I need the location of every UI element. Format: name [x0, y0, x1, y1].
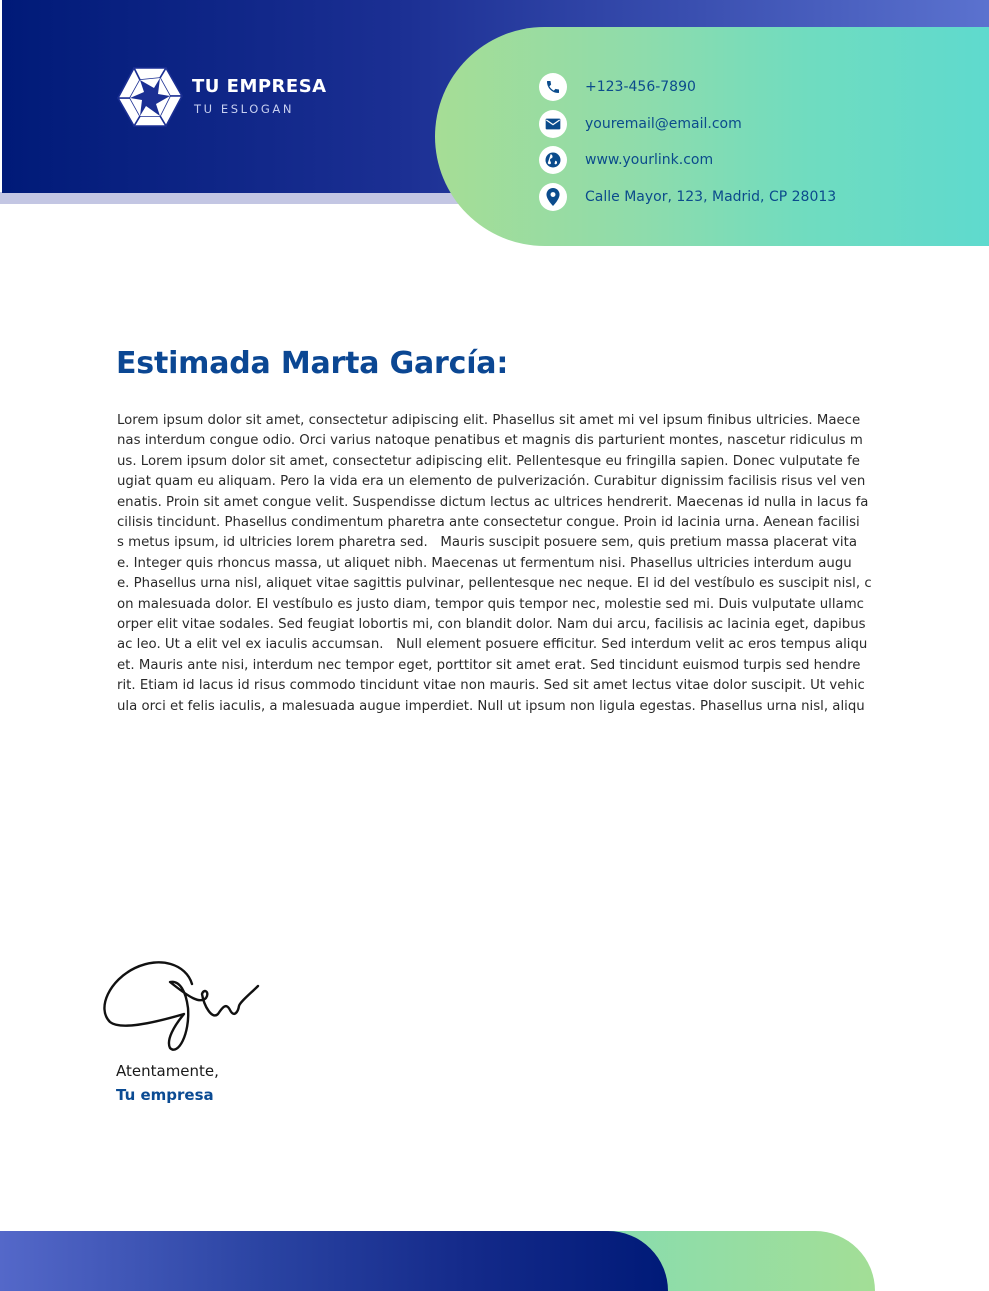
- aperture-hexagon-icon: [116, 66, 184, 130]
- globe-icon: [539, 146, 567, 174]
- contact-email-text[interactable]: youremail@email.com: [585, 115, 742, 132]
- body-line: s metus ipsum, id ultricies lorem pharetra sed. Mauris suscipit posuere sem, quis pretium massa placerat vita: [117, 535, 857, 551]
- body-line: cilisis tincidunt. Phasellus condimentum pharetra ante consectetur congue. Proin id lacinia urna. Aenean facilisi: [117, 515, 860, 531]
- brand-slogan: TU ESLOGAN: [194, 102, 295, 116]
- body-line: ula orci et felis iaculis, a malesuada augue imperdiet. Null ut ipsum non ligula egestas. Phasellus urna nisl, aliqu: [117, 698, 865, 714]
- body-line: enatis. Proin sit amet congue velit. Suspendisse dictum lectus ac ultrices hendrerit. Maecenas id nulla in lacus fa: [117, 494, 869, 510]
- body-line: nas interdum congue odio. Orci varius natoque penatibus et magnis dis parturient montes, nascetur ridiculus m: [117, 433, 863, 449]
- handwritten-signature-icon: [100, 958, 265, 1058]
- body-line: rit. Etiam id lacus id risus commodo tincidunt vitae non mauris. Sed sit amet lectus vitae dolor suscipit. Ut vehic: [117, 678, 865, 694]
- letter-closing: Atentamente,: [116, 1062, 219, 1080]
- body-line: Lorem ipsum dolor sit amet, consectetur adipiscing elit. Phasellus sit amet mi vel ipsum finibus ultricies. Maece: [117, 413, 861, 428]
- body-line: e. Integer quis rhoncus massa, ut aliquet nibh. Maecenas ut fermentum nisi. Phasellus ultricies interdum augu: [117, 555, 852, 571]
- body-line: et. Mauris ante nisi, interdum nec tempor eget, porttitor sit amet erat. Sed tincidunt euismod turpis sed hendre: [117, 657, 861, 673]
- contact-email: [539, 106, 836, 142]
- location-pin-icon: [539, 183, 567, 211]
- letter-signoff-company: Tu empresa: [116, 1086, 214, 1104]
- phone-icon: [539, 73, 567, 101]
- body-line: e. Phasellus urna nisl, aliquet vitae sagittis pulvinar, pellentesque nec neque. El id del vestíbulo es suscipit nisl, c: [117, 576, 872, 592]
- brand-name: TU EMPRESA: [192, 76, 327, 97]
- body-line: on malesuada dolor. El vestíbulo es justo diam, tempor quis tempor nec, molestie sed mi. Duis vulputate ullamc: [117, 596, 864, 612]
- envelope-icon: [539, 110, 567, 138]
- contact-website-text[interactable]: www.yourlink.com: [585, 152, 714, 168]
- letter-body: [117, 411, 877, 717]
- footer-blue-shape: [0, 1231, 668, 1291]
- contact-address: [539, 179, 836, 215]
- contact-address-text: Calle Mayor, 123, Madrid, CP 28013: [585, 188, 837, 205]
- body-line: us. Lorem ipsum dolor sit amet, consectetur adipiscing elit. Pellentesque eu fringilla sapien. Donec vulputate fe: [117, 453, 860, 469]
- body-line: ugiat quam eu aliquam. Pero la vida era un elemento de pulverización. Curabitur dignissim facilisis risus vel ven: [117, 474, 866, 490]
- body-line: orper elit vitae sodales. Sed feugiat lobortis mi, con blandit dolor. Nam dui arcu, facilisis ac lacinia eget, dapibus: [117, 617, 866, 633]
- body-line: ac leo. Ut a elit vel ex iaculis accumsan. Null element posuere efficitur. Sed interdum velit ac eros tempus aliqu: [117, 637, 868, 653]
- contact-website: [539, 142, 836, 178]
- contact-phone: [539, 69, 836, 105]
- contact-list: [539, 69, 836, 215]
- header-accent-strip: [0, 192, 520, 204]
- letter-greeting: Estimada Marta García:: [116, 346, 509, 381]
- contact-phone-text[interactable]: +123-456-7890: [585, 79, 696, 95]
